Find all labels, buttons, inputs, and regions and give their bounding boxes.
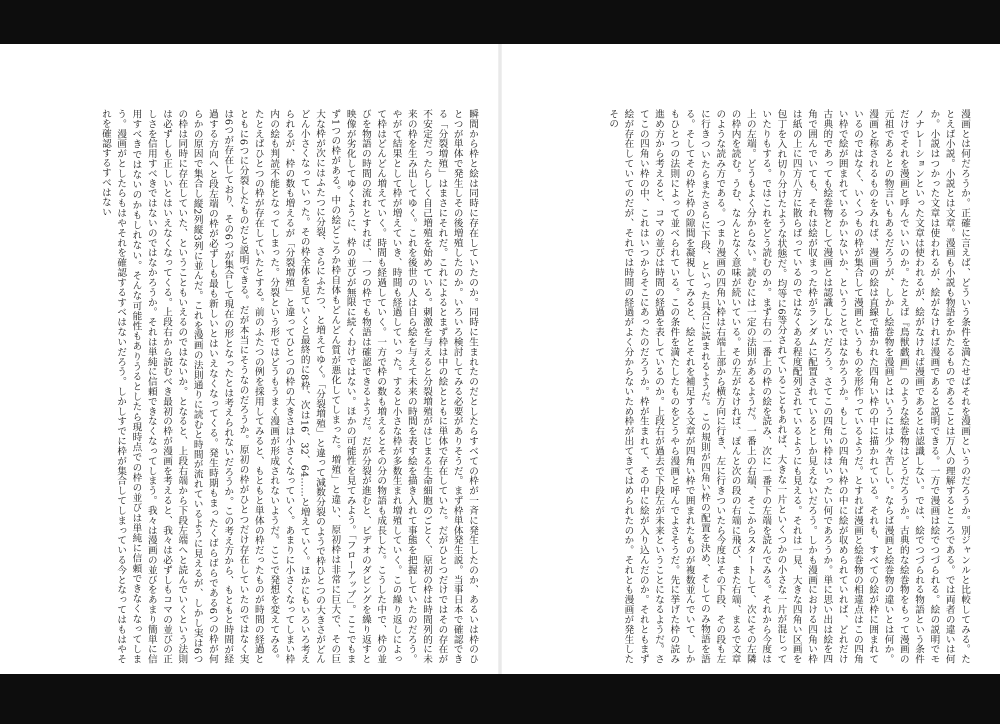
page-gutter xyxy=(498,44,502,674)
left-page-text: 瞬間から枠と絵は同時に存在していたのか。同時に生まれたのだとしたらすべての枠が一斉に発生したのか、あるいは枠のひとつが単体で発生しその後増殖したのか。いろいろ検討してみる必要がありそうだ。まず枠単体発生説。当事日本で確認できる「分裂増殖」はまさにそれだ。これによるとまず枠は中の絵とともに単体で存在していた。だがひとつだけではその存在が不安定だったらしく自己増殖を始めている。刺激を与えると分裂増殖がはじまる生命細胞のごとく、原初の枠は時間列的に未来の枠を生み出してゆく。これを後世の人は自ら絵を与えて未来の時間を表す絵を描き入れて事態を把握していたのだろう。やがて結果として枠が増えていき、時間も経過していった。すると小さな枠が多数生まれ増殖していく。この繰り返しによって枠はどんどん増えていく。時間も経過していく。一方で枠の数も増えるとその分の物語も成長した。こうした中で、枠の並びを物語の時間の流れとすれば、一つの枠でも物語は確認できるようだ。だが分裂が進むと、ビデオのダビングを繰り返すと映像が劣化してゆくように、枠の並びが無限に続くわけではない。ほかの可能性を見てみよう。「フローアップ」。ここでもまず1つの枠がある。中の絵どころか枠自体もどんどん質が悪化してしまった。増殖」と違い、原初枠は非常に巨大で、その巨大な枠が次にはふたつに分裂、さらにふたつ、と増えてゆく。「分裂増殖」と違って減数分裂のようで枠ひとつの大きさがどんどん小さくなっていった。その枠全体を見ていくと最終的に8枠、次は16、32、64……と増えていく。ほかにもいろいろ考えられるが、枠の数も増えるが「分裂増殖」と違ってひとつの枠の大きさは小さくなっていく。あまりに小さくなってしまい枠内の絵も判読不能となってしまった。分裂という形ではどうもうまく漫画が形成されないようだ。ここで発想を変えてみる。たとえばひとつの枠が存在していたとする。前のふたつの例を採用してみると、もともと単体の枠だったものが時間の経過とともに6つに分裂したものだと説明できる。だが本当にそうなのだろうか。原初の枠がひとつだけ存在していたのではなく実は6つが存在しており、その6つが集合して現在の形となったとは考えられないだろうか。この考え方から、もともと時間が経過する方向へと段左端の枠が必ずしも最も新しいとはいえなくなってくる。発生時期もまったくばらばらである6つの枠が何らかの原因で集合し縦2列縦3列に並んだ。これを漫画の法則通りに読むと時間が流れているように見えるが、しかし実は6つの枠は同時に存在していた、ということもいえるのではないか。となると、上段右端から下段左端へと読んでいくという法則は必ずしも正しいとはいえなくなってくる。上段右から読むべき最初の枠が漫画を考えると、我々は必ずしもコマの並びの正しさを信用すべきではないのではなかろうか。それは単純に信頼できなくなってしまう。我々は漫画の並びをあまり簡単に信用すべきではないのかもしれない。そんな可能性もありうるとしたら現時点での枠の並びは単純に信頼できなくなってしまう。漫画がとしたらもはやそれを確認するすべはないだろう。しかしすでに枠が集合してしまっている今となってはもはやそれを確認するすべはない xyxy=(99,109,478,664)
top-scan-border xyxy=(0,0,1000,44)
right-page xyxy=(500,44,1000,674)
bottom-scan-border xyxy=(0,674,1000,724)
right-page-text: 漫画とは何だろうか。正確に言えば、どういう条件を満たせばそれを漫画というのだろうか。別ジャンルと比較してみる。たとえば小説。小説とは文章。漫画も小説も物語をかたるものであることは万人の理解するところである。では両者の違いは何か。小説はつかった文章は使われるが、絵がなければ漫画であると説明できる。一方で漫画は絵でつづられる。絵の説明でモノナレーションといった文章は使われるが、絵がなければ漫画であるとは認識しない。では、絵でつづられる物語という条件だけでそれを漫画と呼んでいいのか。たとえば『鳥獣戯画』のような絵巻物はどうだろうか。古典的な絵巻物をもって漫画の元祖であるとの物言いもあるだろうが、しかし絵巻物を漫画とはいうには少々苦しい。ならば漫画と絵巻物の違いとは何か。漫画と称されるものをみれば、漫画の絵は直線で描かれた四角い枠の中に描かれている。それも、すべての絵が枠に囲まれているのではなく、いくつもの枠が集合して漫画というものを形作っているようだ。とすれば漫画と絵巻物の相違点はこの四角い枠で絵が囲まれているかいないか、ということではなかろうか。もしこの四角い枠の中に絵が収められていれば、どれだけ古典的であっても絵巻物として漫画とは認識しないだろう。さてこの四角い枠はいったい何であろうか。単に思い出は絵を四角で囲んでいても、それは絵が収まった枠がランダムに配置されているとしか見えないだろう。しかも漫画における四角い枠は紙の上に四方八方に散らばっているのではなくある程度配列されているようにも見える。それは一見、大きな四角い区画を包丁を入れ切り分けたような状態だ。均等に6等分されていることもあれば、大きな一片といくつかの小さな一片が混じっていたりもする。ではこれをどう読むのか。まず右の一番上の枠の絵を読み、次に一番下の左端を読んでみる。それから今度は上の左端。どうもよく分からない。読むには一定の法則があるようだ。一番上の右端、そこからスタートして、次にその左隣の枠内を読む。うむ、なんとなく意味が続いている。その左がなければ、ぽんと次の段の右端に飛び、また右端、まるで文章のような読み方である。つまり漫画の四角い枠は右端上部から横方向に行き、左に行きついたら今度はその下段、その段も左に行きついたらまたさらに下段、といった具合に読まれるようだ。この規則が四角い枠の配置を決め、そしてのみ物語を語る。そしてその枠と枠の隙間を凝視してみると、絵とそれを補足する文章が四角い枠で囲まれたものが複数並んでいて、しかもひとつの法則によって並べられている。この条件を満たしたものをどうやら漫画と呼んでよさそうだ。先に挙げた枠の読み進め方から考えると、コマの並びは時間の経過を表しているのか。上段右が過去で下段左が未来ということになるようだ。さてこの四角い枠の中、これはいつからそこにあったのだろうか。枠が生まれて、その中に絵が入り込んだのか。それともまず絵が存在していてのだが、それでは時間の経過がよく分からないため枠が出てきてはめられたのか。それとも漫画が発生したその xyxy=(607,109,970,664)
left-page xyxy=(0,44,500,674)
